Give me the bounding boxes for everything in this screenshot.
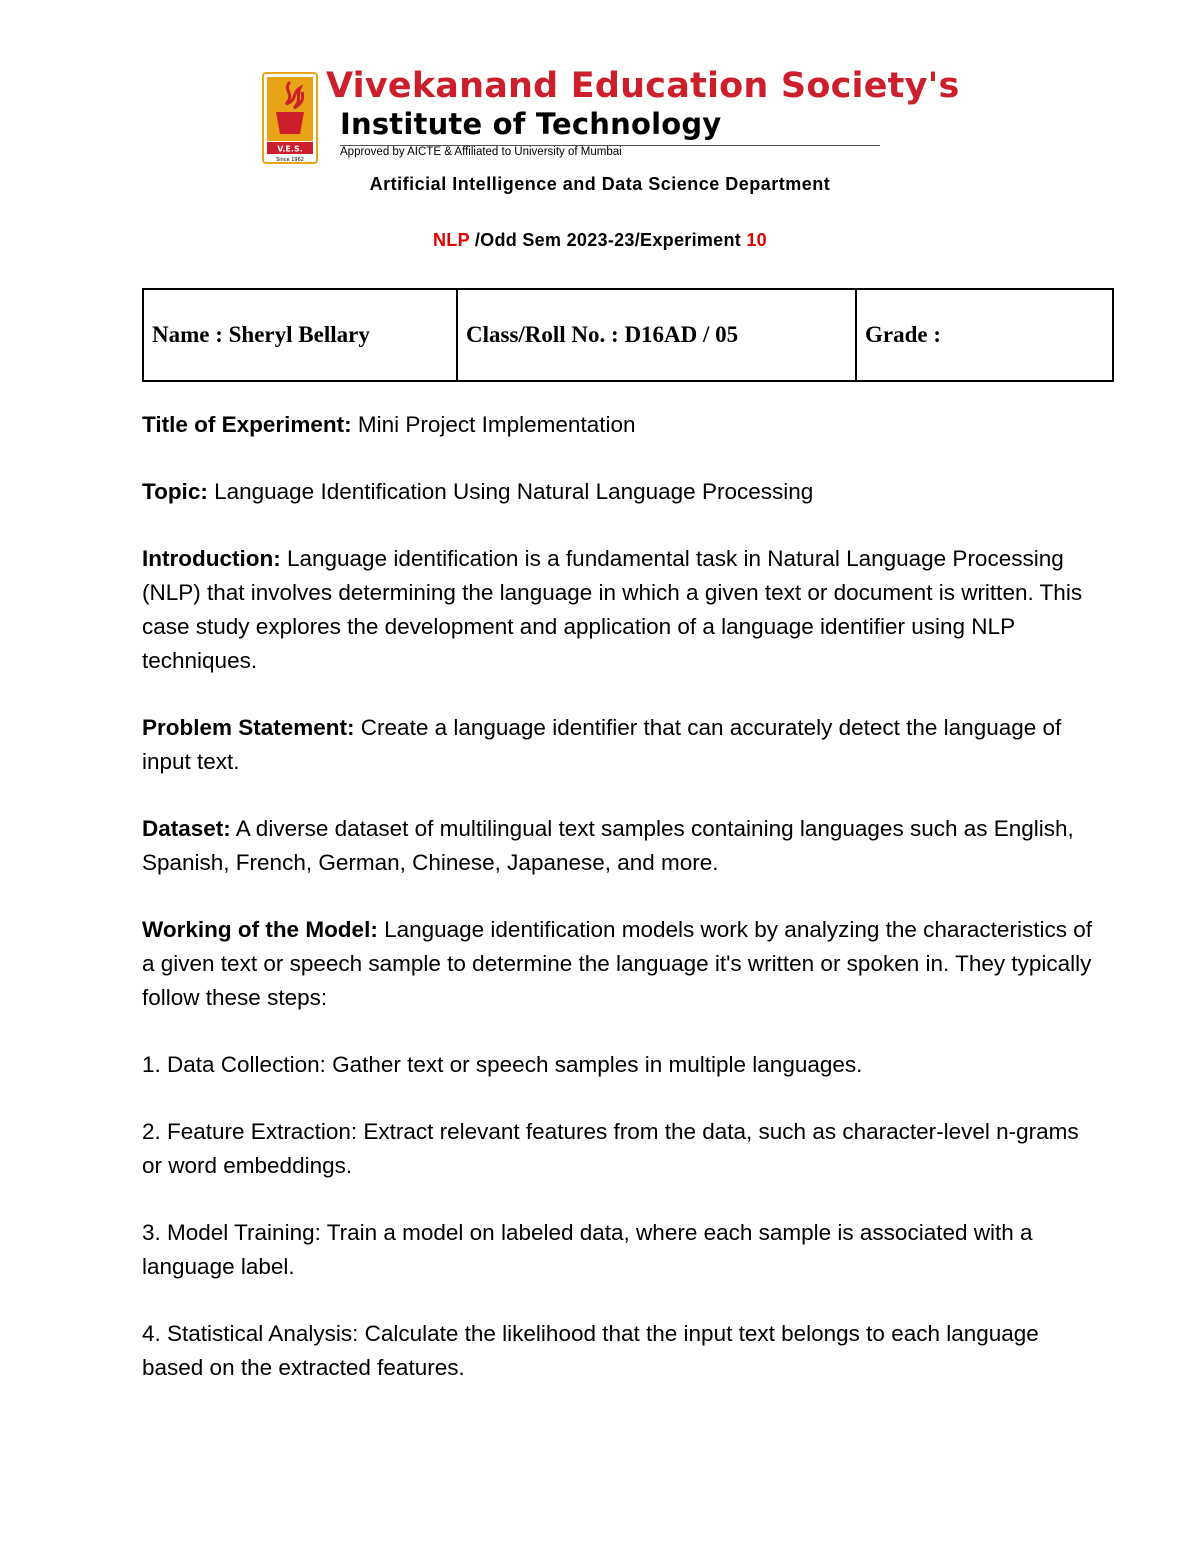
title-value: Mini Project Implementation [351,412,636,437]
introduction-section [142,542,1102,678]
step-item: 2. Feature Extraction: Extract relevant features from the data, such as character-level n-grams or word embeddings. [142,1119,1079,1178]
title-label: Title of Experiment: [142,412,352,437]
emblem-label: V.E.S. [277,144,303,154]
department-title: Artificial Intelligence and Data Science Department [369,174,831,194]
step-item: 3. Model Training: Train a model on labeled data, where each sample is associated with a language label. [142,1220,1033,1279]
ves-emblem-icon [262,72,318,164]
topic-value: Language Identification Using Natural Language Processing [207,479,814,504]
approval-text: Approved by AICTE & Affiliated to University of Mumbai [340,146,622,158]
step-item: 1. Data Collection: Gather text or speech samples in multiple languages. [142,1052,863,1077]
student-info-table [142,288,1114,382]
dataset-value: A diverse dataset of multilingual text samples containing languages such as English, Spanish, French, German, Chinese, Japanese, and more. [142,816,1074,875]
semester-text: /Odd Sem 2023-23/Experiment [469,230,747,250]
problem-label: Problem Statement: [142,715,355,740]
working-value: Language identification models work by analyzing the characteristics of a given text or speech sample to determine the language it's written or spoken in. They typically follow these steps: [142,917,1092,1010]
class-roll: Class/Roll No. : D16AD / 05 [456,290,855,380]
topic-section [142,475,1102,509]
org-name: Vivekanand Education Society's [326,66,960,106]
working-label: Working of the Model: [142,917,378,942]
introduction-label: Introduction: [142,546,281,571]
title-section [142,408,1102,442]
experiment-line [0,230,1200,251]
grade: Grade : [855,290,1112,380]
problem-section [142,711,1102,779]
step-item: 4. Statistical Analysis: Calculate the likelihood that the input text belongs to each language based on the extracted features. [142,1321,1039,1380]
institute-name: Institute of Technology [340,107,722,141]
emblem-since: Since 1962 [276,157,304,163]
institute-logo [262,66,960,170]
dataset-label: Dataset: [142,816,231,841]
dataset-section [142,812,1102,880]
subject-code: NLP [432,230,470,250]
problem-value: Create a language identifier that can accurately detect the language of input text. [142,715,1062,774]
document-body [142,408,1102,1418]
topic-label: Topic: [142,479,208,504]
working-section [142,913,1102,1015]
student-name: Name : Sheryl Bellary [152,322,370,347]
introduction-value: Language identification is a fundamental task in Natural Language Processing (NLP) that involves determining the language in which a given text or document is written. This case study explores the development and application of a language identifier using NLP techniques. [142,546,1083,673]
experiment-number: 10 [746,230,767,250]
